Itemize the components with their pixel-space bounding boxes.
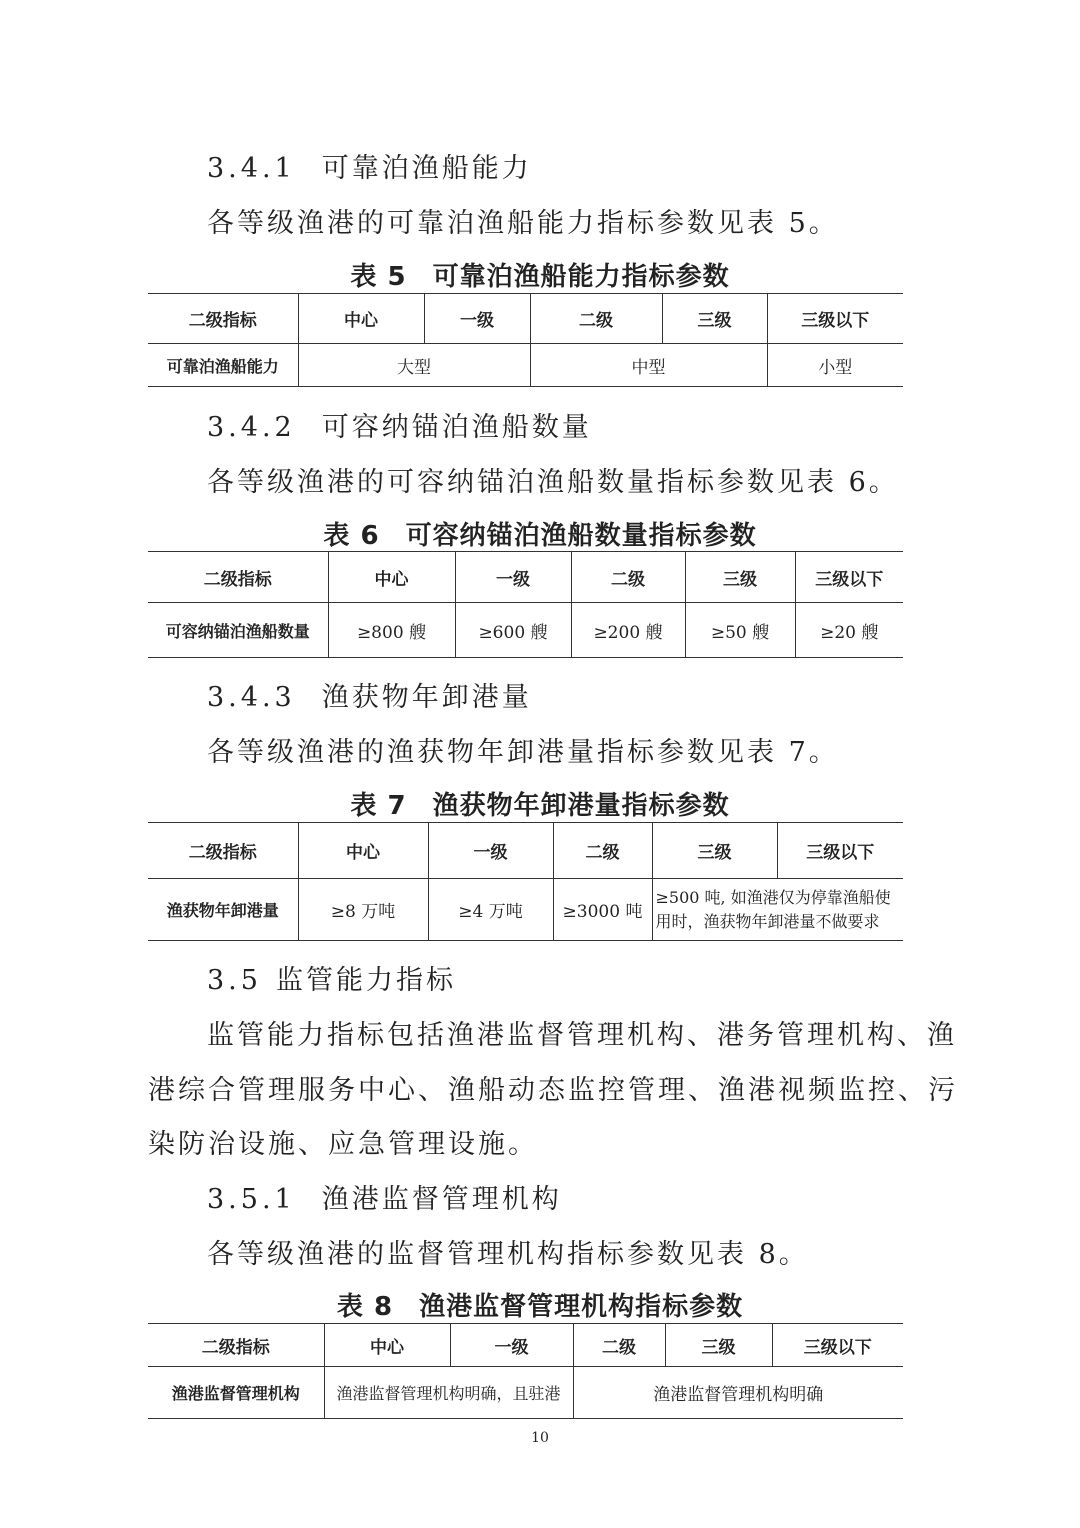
- section-number: 3.4.3: [207, 682, 296, 713]
- section-number: 3.5: [207, 965, 262, 996]
- header-cell: 三级: [665, 1324, 772, 1367]
- header-cell: 中心: [324, 1324, 450, 1367]
- header-cell: 三级以下: [777, 823, 903, 879]
- header-cell: 中心: [298, 823, 428, 879]
- value-cell: 小型: [767, 344, 903, 387]
- paragraph-line: 港综合管理服务中心、渔船动态监控管理、渔港视频监控、污: [148, 1075, 958, 1106]
- caption-number: 表 7: [350, 791, 407, 821]
- header-cell: 一级: [455, 552, 571, 603]
- value-cell: 中型: [530, 344, 767, 387]
- section-title: 渔获物年卸港量: [321, 682, 532, 713]
- section-heading-3-4-3: [207, 675, 532, 714]
- page-number: 10: [531, 1430, 549, 1446]
- section-heading-3-5-1: [207, 1177, 562, 1216]
- paragraph-line: 染防治设施、应急管理设施。: [148, 1129, 538, 1160]
- section-number: 3.5.1: [207, 1184, 296, 1215]
- header-cell: 三级: [685, 552, 795, 603]
- row-label: 可靠泊渔船能力: [148, 344, 298, 387]
- section-title: 渔港监督管理机构: [321, 1184, 562, 1215]
- value-cell: ≥8 万吨: [298, 879, 428, 941]
- header-cell: 中心: [328, 552, 455, 603]
- paragraph: 各等级渔港的渔获物年卸港量指标参数见表 7。: [207, 737, 839, 768]
- value-cell: 渔港监督管理机构明确: [573, 1367, 903, 1419]
- header-cell: 二级指标: [148, 1324, 324, 1367]
- section-heading-3-4-1: [207, 146, 532, 185]
- value-cell: ≥500 吨, 如渔港仅为停靠渔船使用时，渔获物年卸港量不做要求: [652, 879, 903, 941]
- header-cell: 三级以下: [772, 1324, 903, 1367]
- header-cell: 一级: [450, 1324, 573, 1367]
- value-cell: 大型: [298, 344, 530, 387]
- header-cell: 中心: [298, 294, 424, 344]
- value-cell: ≥800 艘: [328, 603, 455, 658]
- table-7-caption: [0, 785, 1080, 822]
- value-cell: ≥4 万吨: [428, 879, 553, 941]
- header-cell: 二级: [530, 294, 662, 344]
- header-cell: 二级指标: [148, 552, 328, 603]
- header-cell: 一级: [424, 294, 530, 344]
- table-5-caption: [0, 256, 1080, 293]
- value-cell: ≥200 艘: [571, 603, 685, 658]
- value-cell: ≥50 艘: [685, 603, 795, 658]
- section-title: 监管能力指标: [275, 965, 456, 996]
- header-cell: 二级指标: [148, 294, 298, 344]
- row-label: 可容纳锚泊渔船数量: [148, 603, 328, 658]
- caption-text: 渔获物年卸港量指标参数: [432, 791, 730, 821]
- table-7: [148, 822, 903, 941]
- caption-text: 渔港监督管理机构指标参数: [419, 1292, 744, 1322]
- header-cell: 二级指标: [148, 823, 298, 879]
- caption-text: 可容纳锚泊渔船数量指标参数: [405, 521, 757, 551]
- paragraph-line: 监管能力指标包括渔港监督管理机构、港务管理机构、渔: [207, 1020, 957, 1051]
- header-cell: 二级: [571, 552, 685, 603]
- value-cell: 渔港监督管理机构明确，且驻港: [324, 1367, 573, 1419]
- section-heading-3-5: [207, 958, 456, 997]
- caption-number: 表 5: [350, 262, 407, 292]
- row-label: 渔港监督管理机构: [148, 1367, 324, 1419]
- table-8: [148, 1323, 903, 1419]
- paragraph: 各等级渔港的可靠泊渔船能力指标参数见表 5。: [207, 208, 839, 239]
- header-cell: 一级: [428, 823, 553, 879]
- header-cell: 二级: [573, 1324, 665, 1367]
- section-title: 可容纳锚泊渔船数量: [321, 412, 592, 443]
- section-number: 3.4.1: [207, 153, 296, 184]
- table-5: [148, 293, 903, 387]
- section-title: 可靠泊渔船能力: [321, 153, 532, 184]
- value-cell: ≥20 艘: [795, 603, 903, 658]
- header-cell: 三级: [652, 823, 777, 879]
- table-6: [148, 551, 903, 658]
- header-cell: 二级: [553, 823, 652, 879]
- value-cell: ≥3000 吨: [553, 879, 652, 941]
- caption-number: 表 8: [336, 1292, 394, 1322]
- caption-number: 表 6: [323, 521, 380, 551]
- paragraph: 各等级渔港的可容纳锚泊渔船数量指标参数见表 6。: [207, 467, 899, 498]
- header-cell: 三级: [662, 294, 767, 344]
- table-8-caption: [0, 1286, 1080, 1323]
- header-cell: 三级以下: [795, 552, 903, 603]
- header-cell: 三级以下: [767, 294, 903, 344]
- caption-text: 可靠泊渔船能力指标参数: [432, 262, 730, 292]
- row-label: 渔获物年卸港量: [148, 879, 298, 941]
- section-heading-3-4-2: [207, 405, 592, 444]
- value-cell: ≥600 艘: [455, 603, 571, 658]
- paragraph: 各等级渔港的监督管理机构指标参数见表 8。: [207, 1239, 809, 1270]
- table-6-caption: [0, 515, 1080, 552]
- section-number: 3.4.2: [207, 412, 296, 443]
